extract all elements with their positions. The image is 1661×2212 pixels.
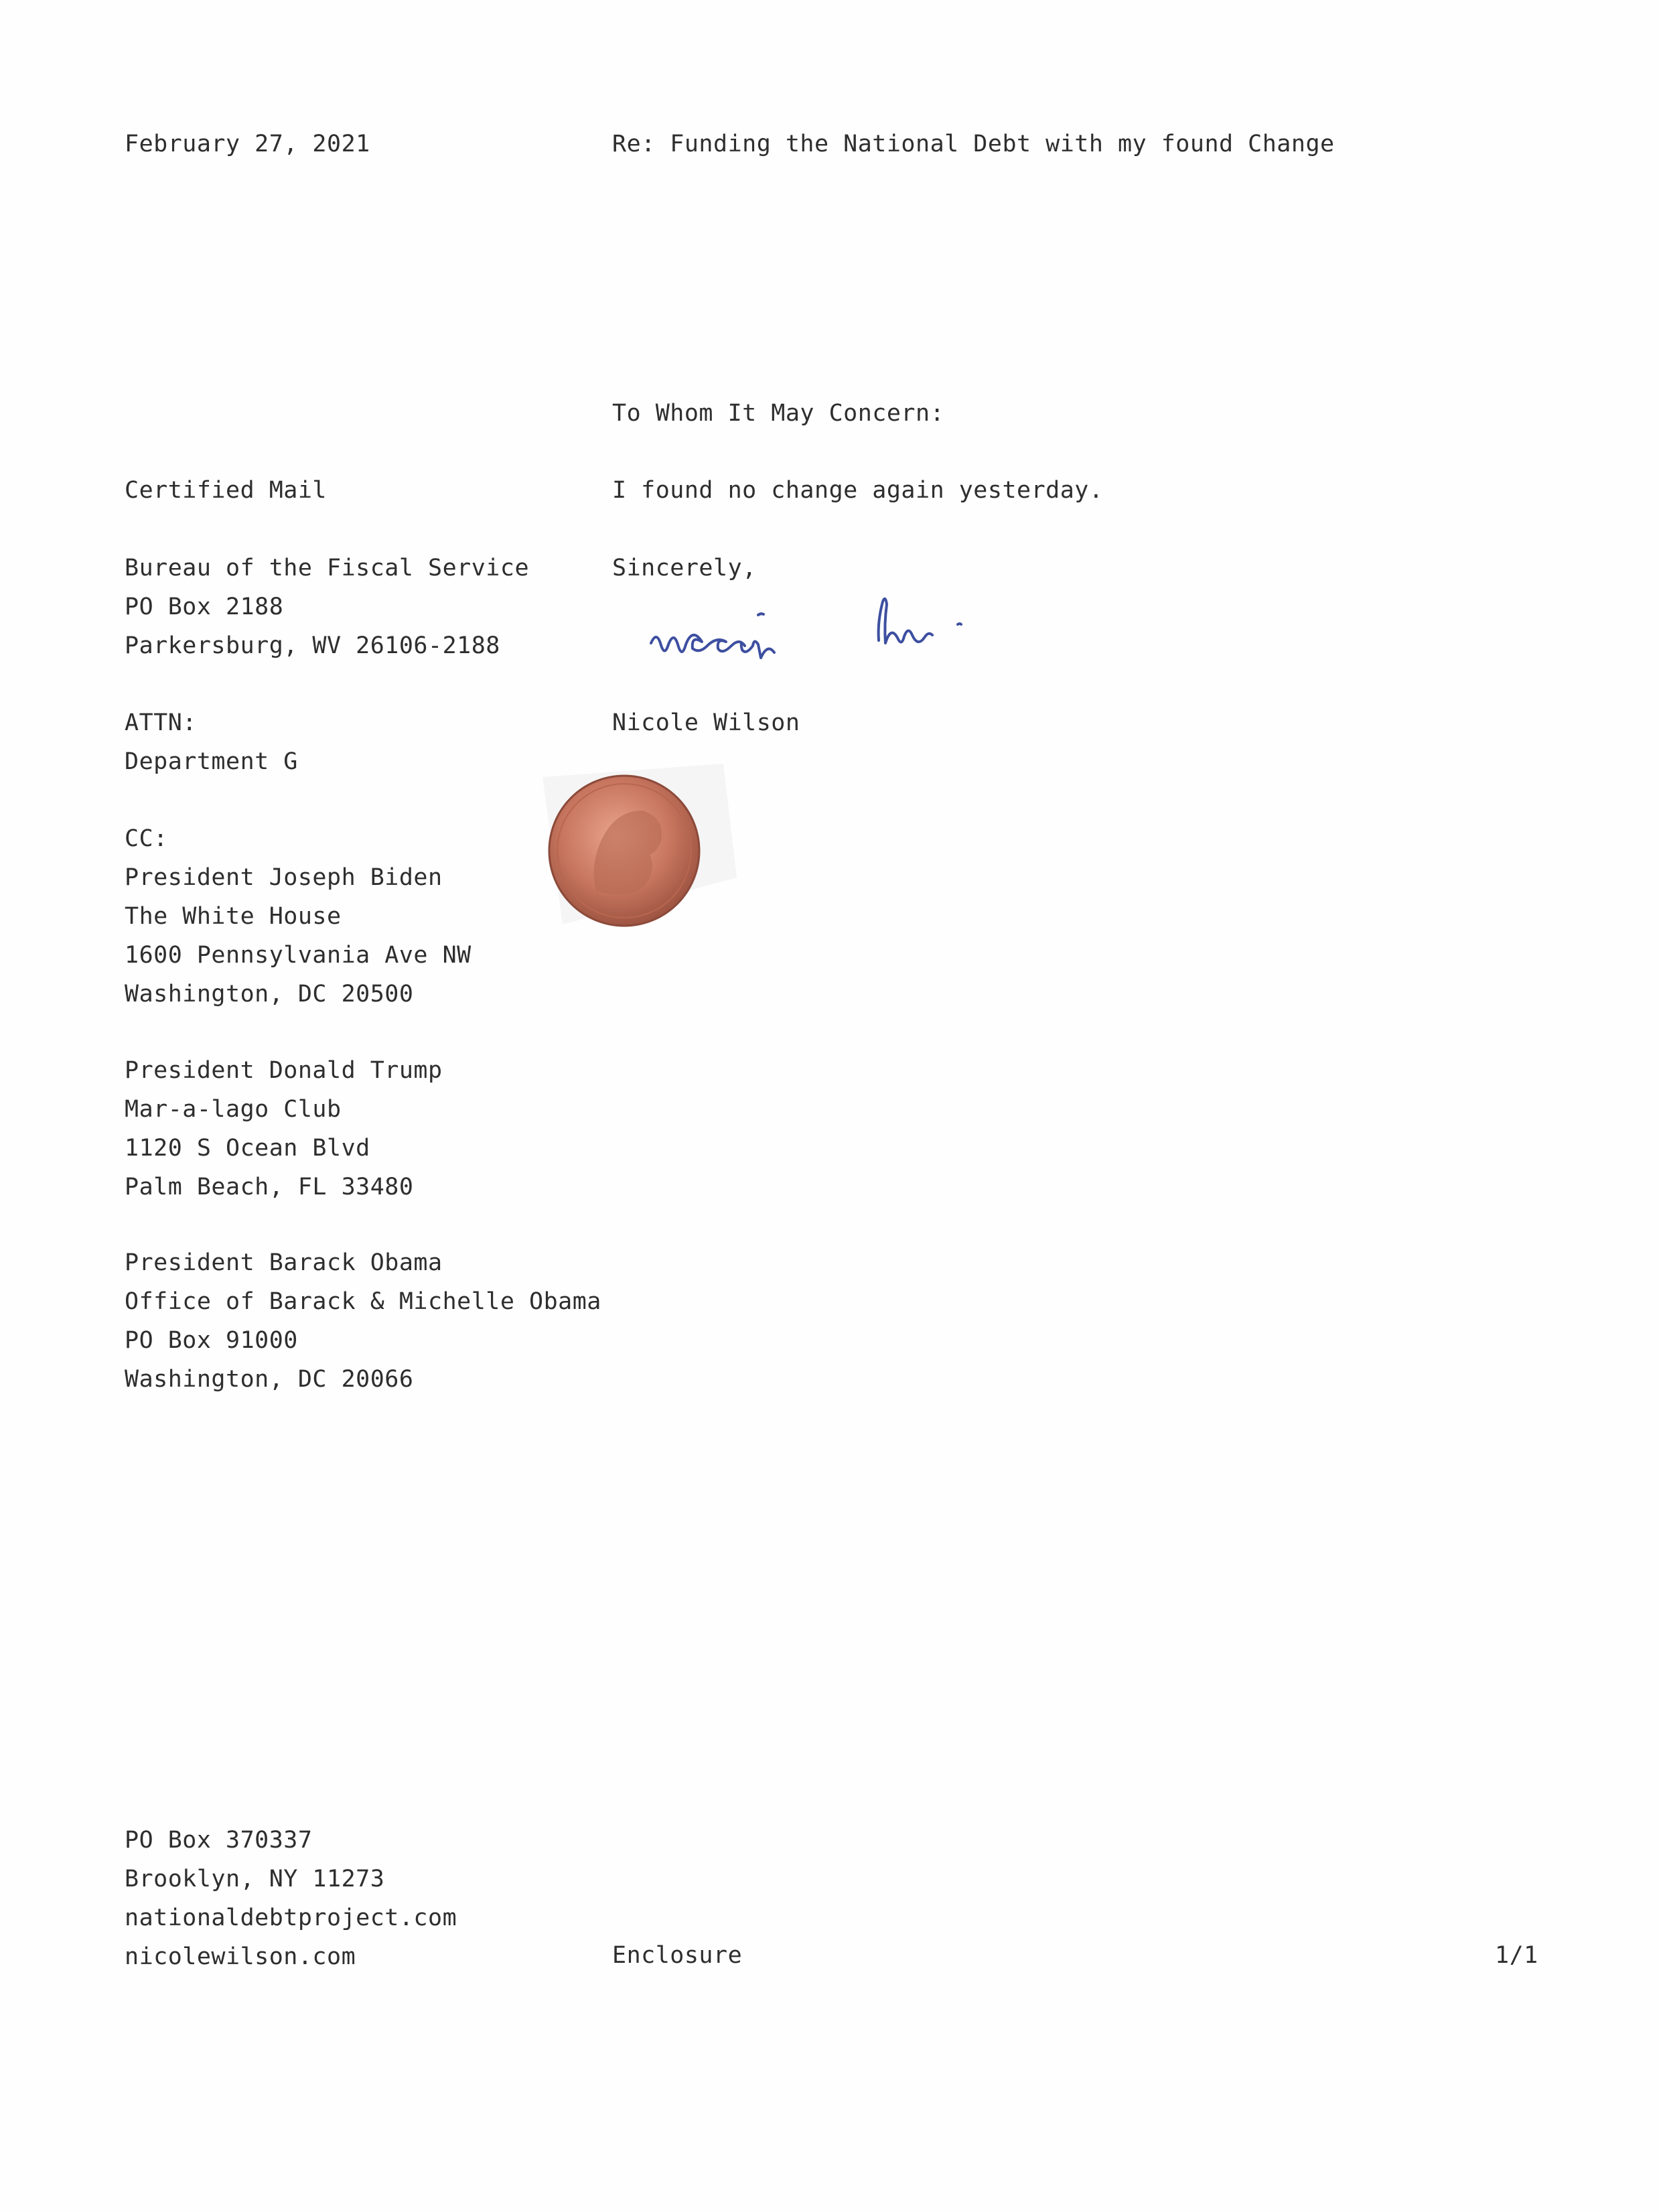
- recipient-line: PO Box 2188: [125, 594, 284, 620]
- penny-coin-icon: [522, 750, 750, 951]
- attn-block: [125, 703, 298, 781]
- letter-body: I found no change again yesterday.: [612, 477, 1104, 504]
- recipient-address: [125, 549, 529, 665]
- letter-greeting: To Whom It May Concern:: [612, 400, 945, 427]
- cc-block: [125, 819, 472, 1014]
- sender-line: Brooklyn, NY 11273: [125, 1866, 385, 1892]
- cc-line: President Donald Trump: [125, 1057, 443, 1084]
- sender-website: nicolewilson.com: [125, 1943, 356, 1970]
- cc-line: Mar-a-lago Club: [125, 1096, 342, 1123]
- sender-address: [125, 1821, 457, 1976]
- recipient-line: Bureau of the Fiscal Service: [125, 555, 530, 581]
- sender-website: nationaldebtproject.com: [125, 1905, 457, 1931]
- cc-line: Washington, DC 20066: [125, 1366, 414, 1393]
- attn-department: Department G: [125, 748, 298, 775]
- page-number: 1/1: [1495, 1942, 1538, 1969]
- sender-line: PO Box 370337: [125, 1827, 313, 1854]
- cc-line: Washington, DC 20500: [125, 981, 414, 1008]
- cc-trump-address: [125, 1051, 443, 1206]
- cc-obama-address: [125, 1243, 601, 1399]
- cc-line: President Joseph Biden: [125, 864, 443, 891]
- letter-closing: Sincerely,: [612, 555, 757, 581]
- cc-line: President Barack Obama: [125, 1249, 443, 1276]
- letter-date: February 27, 2021: [125, 131, 370, 157]
- cc-line: 1120 S Ocean Blvd: [125, 1135, 370, 1162]
- attn-label: ATTN:: [125, 709, 197, 736]
- cc-label: CC:: [125, 825, 168, 852]
- cc-line: Palm Beach, FL 33480: [125, 1174, 414, 1200]
- delivery-method: Certified Mail: [125, 477, 328, 504]
- handwritten-signature: [643, 583, 991, 683]
- signer-name: Nicole Wilson: [612, 709, 800, 736]
- cc-line: Office of Barack & Michelle Obama: [125, 1288, 601, 1315]
- enclosure-label: Enclosure: [612, 1942, 743, 1969]
- cc-line: 1600 Pennsylvania Ave NW: [125, 942, 472, 969]
- cc-line: PO Box 91000: [125, 1327, 298, 1354]
- letter-subject: Re: Funding the National Debt with my found Change: [612, 131, 1335, 157]
- recipient-line: Parkersburg, WV 26106-2188: [125, 632, 500, 659]
- cc-line: The White House: [125, 903, 342, 930]
